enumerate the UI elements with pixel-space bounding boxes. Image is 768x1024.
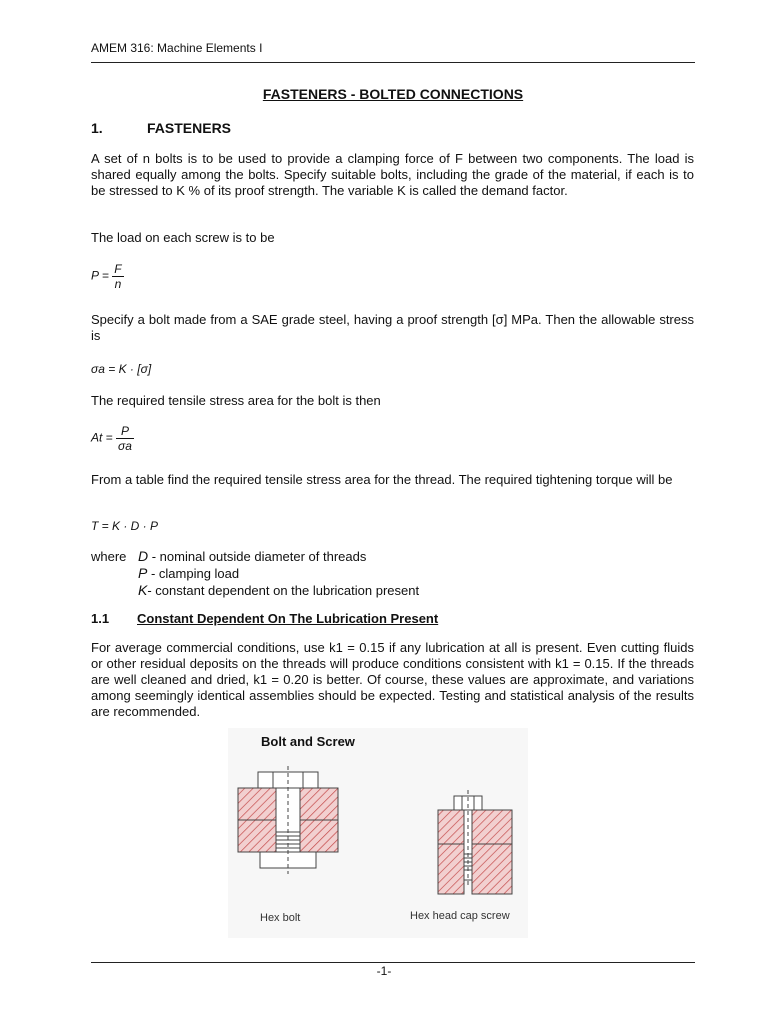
equation-lhs: At = — [91, 430, 113, 445]
definition-row — [91, 582, 419, 599]
definition-row — [91, 548, 419, 565]
fraction-numerator: F — [114, 262, 122, 276]
hex-bolt-drawing — [238, 766, 338, 874]
variable-symbol: D — [138, 548, 149, 564]
fraction-numerator: P — [116, 424, 134, 439]
footer-rule — [91, 962, 695, 963]
section-number: 1.1 — [91, 611, 110, 626]
equation-fraction — [112, 262, 123, 291]
running-header: AMEM 316: Machine Elements I — [91, 41, 263, 55]
variable-description: - nominal outside diameter of threads — [148, 549, 367, 564]
paragraph-lubrication: For average commercial conditions, use k1 = 0.15 if any lubrication at all is present. Even cutting fluids or other residual deposits on the threads will produce conditions consistent with k1 = 0.15. If the threads are well cleaned and dried, k1 = 0.20 is better. Of course, these values are approximate, and variations among seemingly identical assemblies should be expected. Testing and statistical analysis of the results are recommended. — [91, 640, 694, 719]
caption-cap-screw: Hex head cap screw — [410, 910, 510, 922]
definition-row — [91, 565, 419, 582]
bolt-screw-figure — [228, 728, 528, 938]
section-title: FASTENERS — [147, 120, 232, 136]
fraction-denominator: σa — [118, 439, 132, 453]
equation-torque: T = K · D · P — [91, 519, 159, 533]
equation-allowable-stress: σa = K · [σ] — [91, 362, 152, 376]
equation-fraction — [116, 424, 134, 453]
caption-hex-bolt: Hex bolt — [260, 912, 301, 924]
paragraph-stress-area: The required tensile stress area for the bolt is then — [91, 393, 381, 408]
variable-symbol: P — [138, 565, 148, 581]
bolt-screw-drawing — [228, 728, 528, 938]
document-title: FASTENERS - BOLTED CONNECTIONS — [262, 86, 524, 102]
fraction-denominator: n — [114, 277, 122, 291]
header-rule — [91, 62, 695, 63]
section-number: 1. — [91, 120, 103, 136]
section-1-1-heading — [91, 611, 438, 626]
equation-lhs: P = — [91, 268, 109, 283]
paragraph-torque: From a table find the required tensile stress area for the thread. The required tightening torque will be — [91, 472, 673, 487]
paragraph-proof-strength: Specify a bolt made from a SAE grade steel, having a proof strength [σ] MPa. Then the allowable stress is — [91, 312, 694, 343]
section-title: Constant Dependent On The Lubrication Present — [137, 611, 439, 626]
variable-definitions — [91, 548, 419, 599]
equation-stress-area — [91, 424, 134, 453]
section-1-heading — [91, 120, 231, 136]
figure-title: Bolt and Screw — [261, 734, 355, 749]
paragraph-load: The load on each screw is to be — [91, 230, 275, 245]
variable-symbol: K — [138, 582, 148, 598]
page-number: -1- — [376, 964, 392, 978]
cap-screw-drawing — [438, 790, 512, 894]
variable-description: - constant dependent on the lubrication present — [147, 583, 420, 598]
variable-description: - clamping load — [147, 566, 240, 581]
where-label: where — [91, 549, 127, 564]
paragraph-intro: A set of n bolts is to be used to provide a clamping force of F between two components. The load is shared equally among the bolts. Specify suitable bolts, including the grade of the material, if each is to be stressed to K % of its proof strength. The variable K is called the demand factor. — [91, 151, 694, 198]
equation-load — [91, 262, 124, 291]
